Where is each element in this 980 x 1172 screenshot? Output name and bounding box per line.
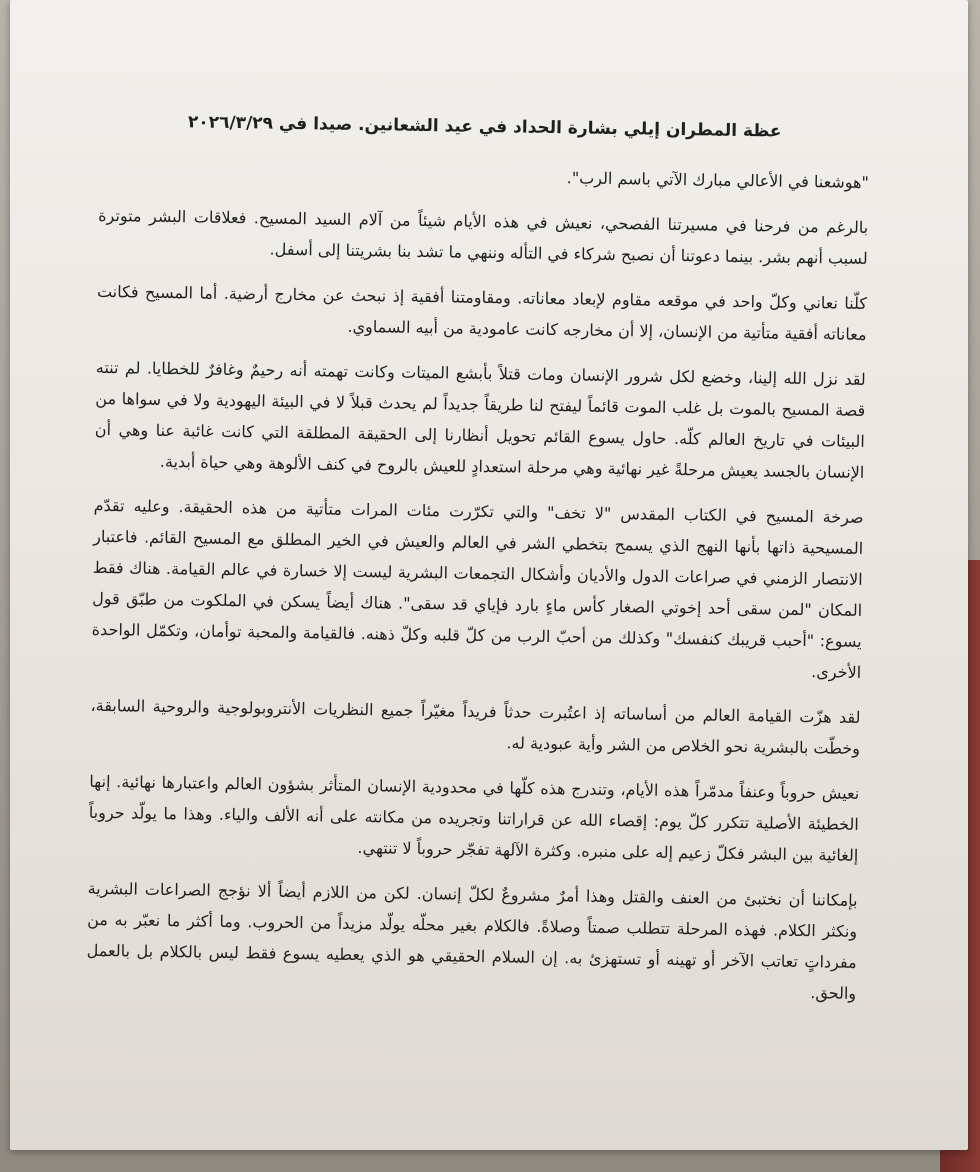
- paragraph-2: بالرغم من فرحنا في مسيرتنا الفصحي، نعيش في هذه الأيام شيئاً من آلام السيد المسيح. فعلاقات البشر متوترة لسبب أنهم بشر. بينما دعوتنا أن نصبح شركاء في التأله وننهي ما تشد بنا بشريتنا إلى أسفل.: [98, 205, 869, 268]
- sermon-text: [86, 98, 870, 1023]
- paragraph-7: نعيش حروباً وعنفاً مدمّراً هذه الأيام، وتندرج هذه كلّها في محدودية الإنسان المتأثر بشؤون العالم واعتبارها نهائية. إنها الخطيئة الأصلية تتكرر كلّ يوم: إقصاء الله عن قراراتنا وتجريده من مكانته على أنه الألف والياء. وهذا ما يولّد حروباً إلغائية بين البشر فكلّ زعيم إله على منبره. وكثرة الآلهة تفجّر حروباً لا تنتهي.: [88, 771, 860, 865]
- paragraph-3: كلّنا نعاني وكلّ واحد في موقعه مقاوم لإبعاد معاناته. ومقاومتنا أفقية إذ نبحث عن مخارج أرضية. أما المسيح فكانت معاناته أفقية متأتية من الإنسان، إلا أن مخارجه كانت عامودية من أبيه السماوي.: [96, 281, 868, 344]
- paper-sheet: [10, 0, 968, 1150]
- paragraph-6: لقد هزّت القيامة العالم من أساساته إذ اعتُبرت حدثاً فريداً مغيّراً جميع النظريات الأنتروبولوجية والروحية السابقة، وخطّت بالبشرية نحو الخلاص من الشر وأية عبودية له.: [90, 695, 861, 758]
- paragraph-8: بإمكاننا أن نختبئ من العنف والقتل وهذا أمرٌ مشروعٌ لكلّ إنسان. لكن من اللازم أيضاً ألا نؤجج الصراعات البشرية ونكثر الكلام. فهذه المرحلة تتطلب صمتاً وصلاةً. فالكلام بغير محلّه يولّد مزيداً من الحروب. وما أكثر ما نعبّر به من مفرداتٍ تعاتب الآخر أو تهينه أو تستهزئ به. إن السلام الحقيقي هو الذي يعطيه يسوع فقط ليس بالكلام بل بالعمل والحق.: [86, 878, 858, 1003]
- paragraph-1: "هوشعنا في الأعالي مبارك الآتي باسم الرب".: [566, 168, 870, 192]
- document-title: عظة المطران إيلي بشارة الحداد في عيد الشعانين. صيدا في ٢٠٢٦/٣/٢٩: [187, 112, 782, 142]
- paragraph-5: صرخة المسيح في الكتاب المقدس "لا تخف" والتي تكرّرت مئات المرات متأتية من هذه الحقيقة. وعليه تقدّم المسيحية ذاتها بأنها النهج الذي يسمح بتخطي الشر في العالم والعيش في الخير المطلق مع المسيح القائم. فاعتبار الانتصار الزمني في صراعات الدول والأديان وأشكال التجمعات البشرية ليست إلا خسارة في عالم القيامة. هناك فقط المكان "لمن سقى أحد إخوتي الصغار كأس ماءٍ بارد فإياي قد سقى". هناك أيضاً يسكن في الملكوت من طبّق قول يسوع: "أحبب قريبك كنفسك" وكذلك من أحبّ الرب من كلّ قلبه وكلّ ذهنه. فالقيامة والمحبة توأمان، وتكمّل الواحدة الأخرى.: [91, 495, 864, 682]
- paragraph-4: لقد نزل الله إلينا، وخضع لكل شرور الإنسان ومات قتلاً بأبشع الميتات وكانت تهمته أنه رحيمٌ وغافرٌ للخطايا. لم تنته قصة المسيح بالموت بل غلب الموت قائماً ليفتح لنا طريقاً جديداً لم يحدث قبلاً لا في البيئة اليهودية ولا في سواها من البيئات في تاريخ العالم كلّه. حاول يسوع القائم تحويل أنظارنا إلى الحقيقة المطلقة التي كانت غائبة عنا وهي أن الإنسان بالجسد يعيش مرحلةً غير نهائية وهي مرحلة استعدادٍ للعيش بالروح في كنف الألوهة وهي حياة أبدية.: [94, 357, 866, 482]
